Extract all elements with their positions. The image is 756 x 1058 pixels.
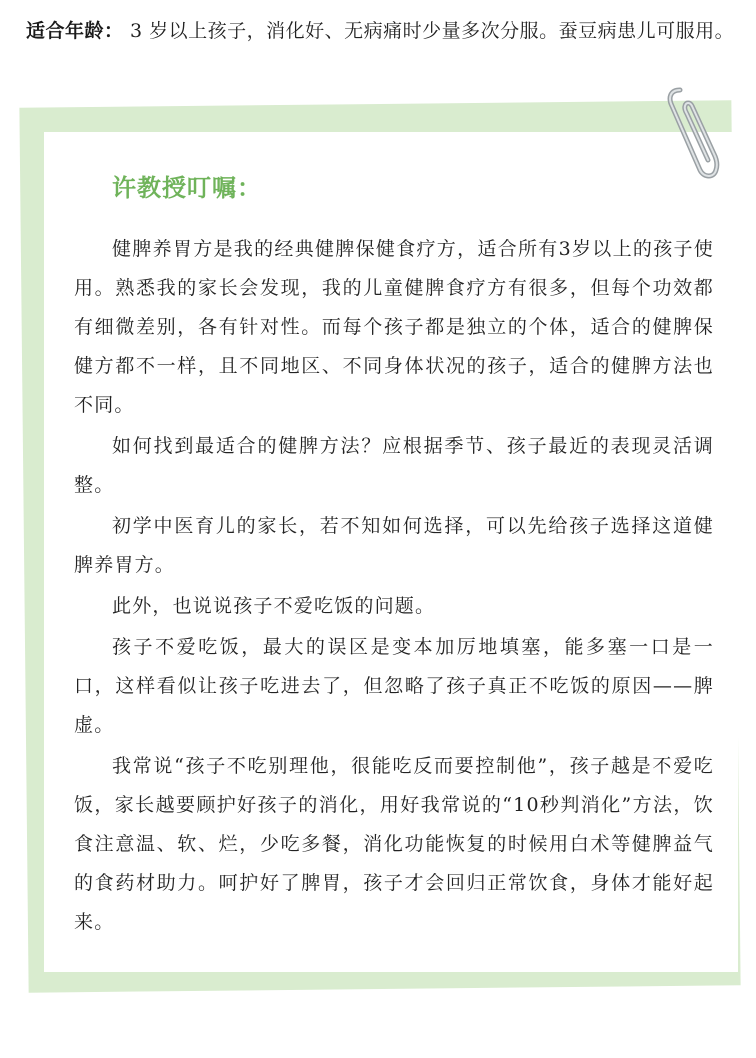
note-body [74,230,714,944]
paragraph: 健脾养胃方是我的经典健脾保健食疗方，适合所有3岁以上的孩子使用。熟悉我的家长会发现，我的儿童健脾食疗方有很多，但每个功效都有细微差别，各有针对性。而每个孩子都是独立的个体，适合的健脾保健方都不一样，且不同地区、不同身体状况的孩子，适合的健脾方法也不同。 [74,238,714,416]
paragraph: 此外，也说说孩子不爱吃饭的问题。 [112,595,436,617]
paragraph: 如何找到最适合的健脾方法？应根据季节、孩子最近的表现灵活调整。 [74,435,714,496]
suitable-age-text: 3 岁以上孩子，消化好、无病痛时少量多次分服。蚕豆病患儿可服用。 [123,20,735,42]
note-title: 许教授叮嘱： [112,174,262,202]
paragraph: 初学中医育儿的家长，若不知如何选择，可以先给孩子选择这道健脾养胃方。 [74,515,714,576]
suitable-age-line [26,14,738,49]
paperclip-icon [660,84,724,184]
paragraph: 孩子不爱吃饭，最大的误区是变本加厉地填塞，能多塞一口是一口，这样看似让孩子吃进去了，但忽略了孩子真正不吃饭的原因——脾虚。 [74,636,714,736]
suitable-age-label: 适合年龄： [26,20,124,42]
paragraph: 我常说“孩子不吃别理他，很能吃反而要控制他”，孩子越是不爱吃饭，家长越要顾护好孩子的消化，用好我常说的“10秒判消化”方法，饮食注意温、软、烂，少吃多餐，消化功能恢复的时候用白术等健脾益气的食药材助力。呵护好了脾胃，孩子才会回归正常饮食，身体才能好起来。 [74,755,714,933]
